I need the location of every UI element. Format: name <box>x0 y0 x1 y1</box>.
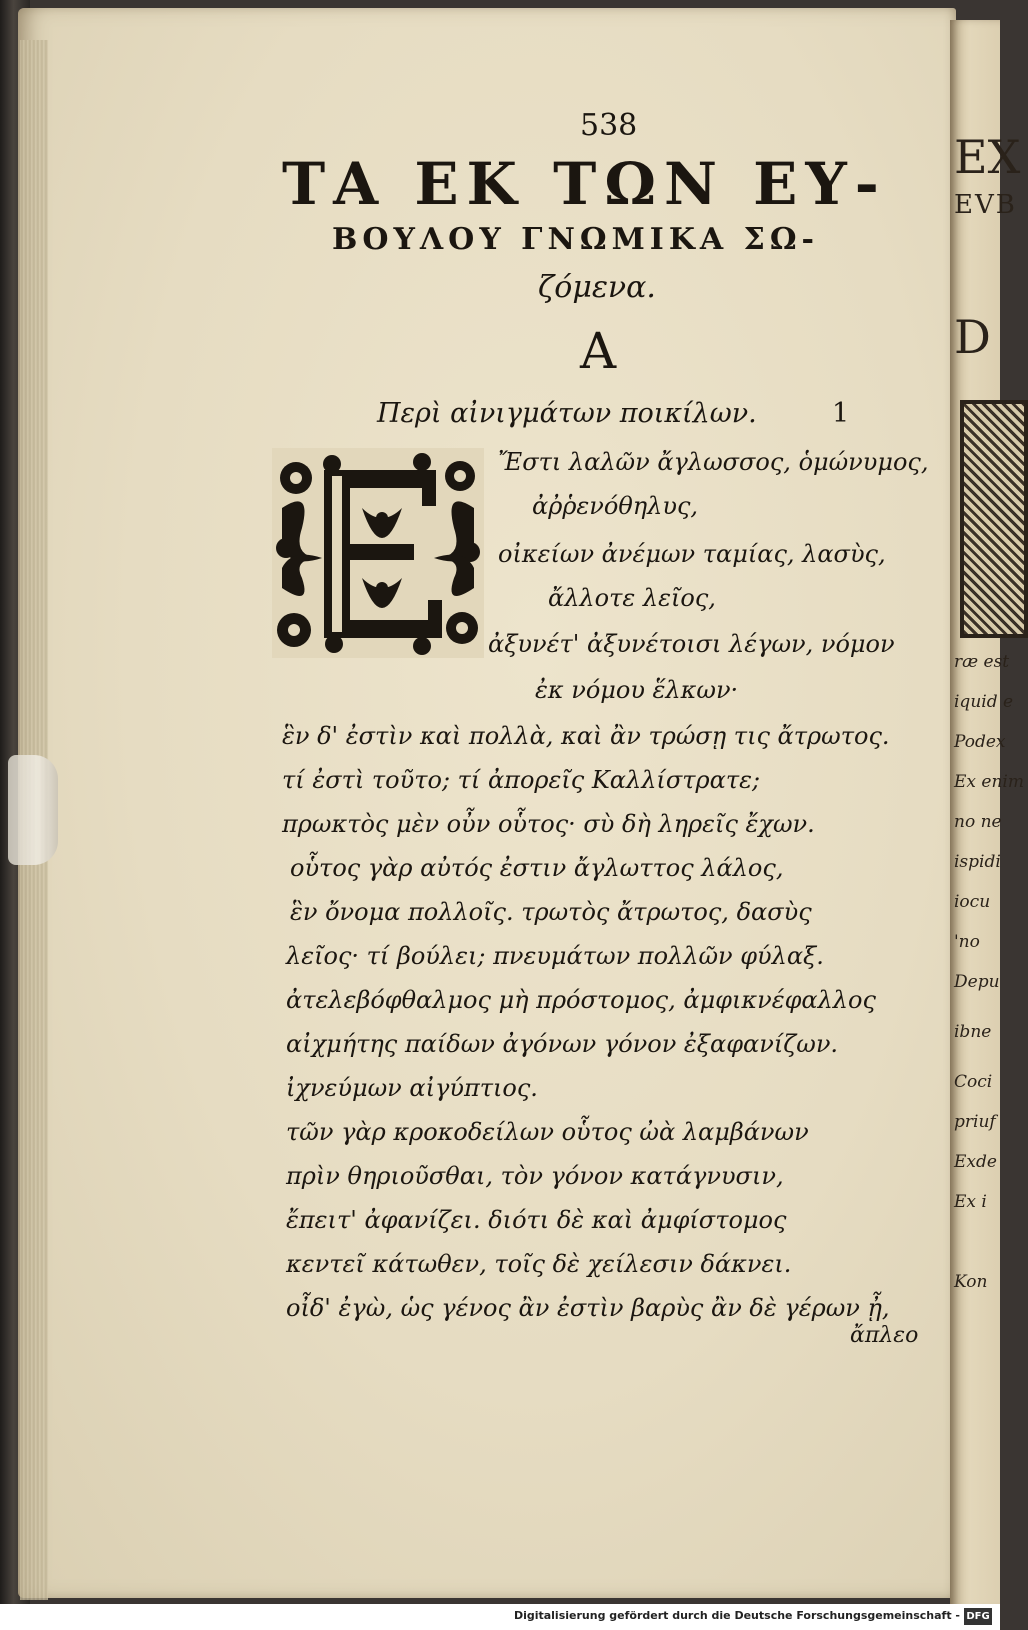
verse-line: οἶδ' ἐγὼ, ὡς γένος ἂν ἐστὶν βαρὺς ἂν δὲ γέρων ᾖ, <box>286 1294 890 1322</box>
facing-line: ibne <box>954 1022 992 1042</box>
verse-line: τῶν γὰρ κροκοδείλων οὗτος ὠὰ λαμβάνων <box>286 1118 809 1146</box>
facing-line: Podex <box>954 732 1006 752</box>
verse-line: τί ἐστὶ τοῦτο; τί ἀπορεῖς Καλλίστρατε; <box>282 766 761 794</box>
footer-bar <box>0 1604 1000 1630</box>
verse-line: ἓν δ' ἐστὶν καὶ πολλὰ, καὶ ἂν τρώσῃ τις ἄτρωτος. <box>282 722 890 750</box>
facing-line: Ex i <box>954 1192 987 1212</box>
facing-line: iquid e <box>954 692 1014 712</box>
verse-line: πρὶν θηριοῦσθαι, τὸν γόνον κατάγνυσιν, <box>286 1162 784 1190</box>
page-clip <box>8 755 58 865</box>
facing-line: Coci <box>954 1072 993 1092</box>
facing-woodcut-icon <box>960 400 1028 638</box>
page-number: 538 <box>580 108 638 143</box>
facing-line: Exde <box>954 1152 997 1172</box>
facing-line: Kon <box>954 1272 988 1292</box>
facing-line: priuf <box>954 1112 996 1132</box>
facing-heading-1: EX <box>954 130 1021 184</box>
verse-line: αἰχμήτης παίδων ἀγόνων γόνον ἐξαφανίζων. <box>286 1030 839 1058</box>
verse-line: πρωκτὸς μὲν οὖν οὗτος· σὺ δὴ ληρεῖς ἔχων. <box>282 810 815 838</box>
verse-line: οὗτος γὰρ αὐτός ἐστιν ἄγλωττος λάλος, <box>290 854 784 882</box>
facing-line: Ex enim <box>954 772 1024 792</box>
verse-line: ἀῤῥενόθηλυς, <box>532 492 699 520</box>
catchword: ἄπλεο <box>850 1323 919 1348</box>
facing-line: no ne <box>954 812 1002 832</box>
title-line-3: ζόμενα. <box>538 270 656 305</box>
verse-line: κεντεῖ κάτωθεν, τοῖς δὲ χείλεσιν δάκνει. <box>286 1250 792 1278</box>
section-heading: Περὶ αἰνιγμάτων ποικίλων. <box>377 398 757 429</box>
facing-line: 'no <box>954 932 980 952</box>
verse-line: ἄλλοτε λεῖος, <box>548 584 716 612</box>
facing-line: Depu <box>954 972 1000 992</box>
facing-line: ispidi <box>954 852 1001 872</box>
verse-line: ἰχνεύμων αἰγύπτιος. <box>286 1074 538 1102</box>
facing-line: iocu <box>954 892 991 912</box>
decorated-initial-e-icon <box>272 448 484 658</box>
verse-line: ἐκ νόμου ἕλκων· <box>535 676 739 704</box>
title-line-1: ΤΑ ΕΚ ΤΩΝ ΕΥ- <box>282 150 887 218</box>
verse-line: οἰκείων ἀνέμων ταμίας, λασὺς, <box>498 540 886 568</box>
facing-line: ræ est <box>954 652 1010 672</box>
title-line-2: ΒΟΥΛΟΥ ΓΝΩΜΙΚΑ ΣΩ- <box>332 222 820 257</box>
facing-heading-3: D <box>954 310 991 364</box>
verse-line: ἀτελεβόφθαλμος μὴ πρόστομος, ἀμφικνέφαλλος <box>286 986 876 1014</box>
verse-line: λεῖος· τί βούλει; πνευμάτων πολλῶν φύλαξ. <box>286 942 824 970</box>
section-number: 1 <box>832 398 850 429</box>
verse-line: ἓν ὄνομα πολλοῖς. τρωτὸς ἄτρωτος, δασὺς <box>290 898 812 926</box>
verse-line: ἔπειτ' ἀφανίζει. διότι δὲ καὶ ἀμφίστομος <box>286 1206 787 1234</box>
footer-credit: Digitalisierung gefördert durch die Deutsche Forschungsgemeinschaft - <box>513 1609 960 1622</box>
verse-line: Ἔστι λαλῶν ἄγλωσσος, ὁμώνυμος, <box>498 448 929 476</box>
section-letter: Α <box>580 322 617 380</box>
facing-heading-2: EVB <box>954 190 1017 220</box>
dfg-logo-icon: DFG <box>964 1608 992 1625</box>
verse-line: ἀξυνέτ' ἀξυνέτοισι λέγων, νόμον <box>488 630 895 658</box>
facing-page <box>950 20 1024 1610</box>
